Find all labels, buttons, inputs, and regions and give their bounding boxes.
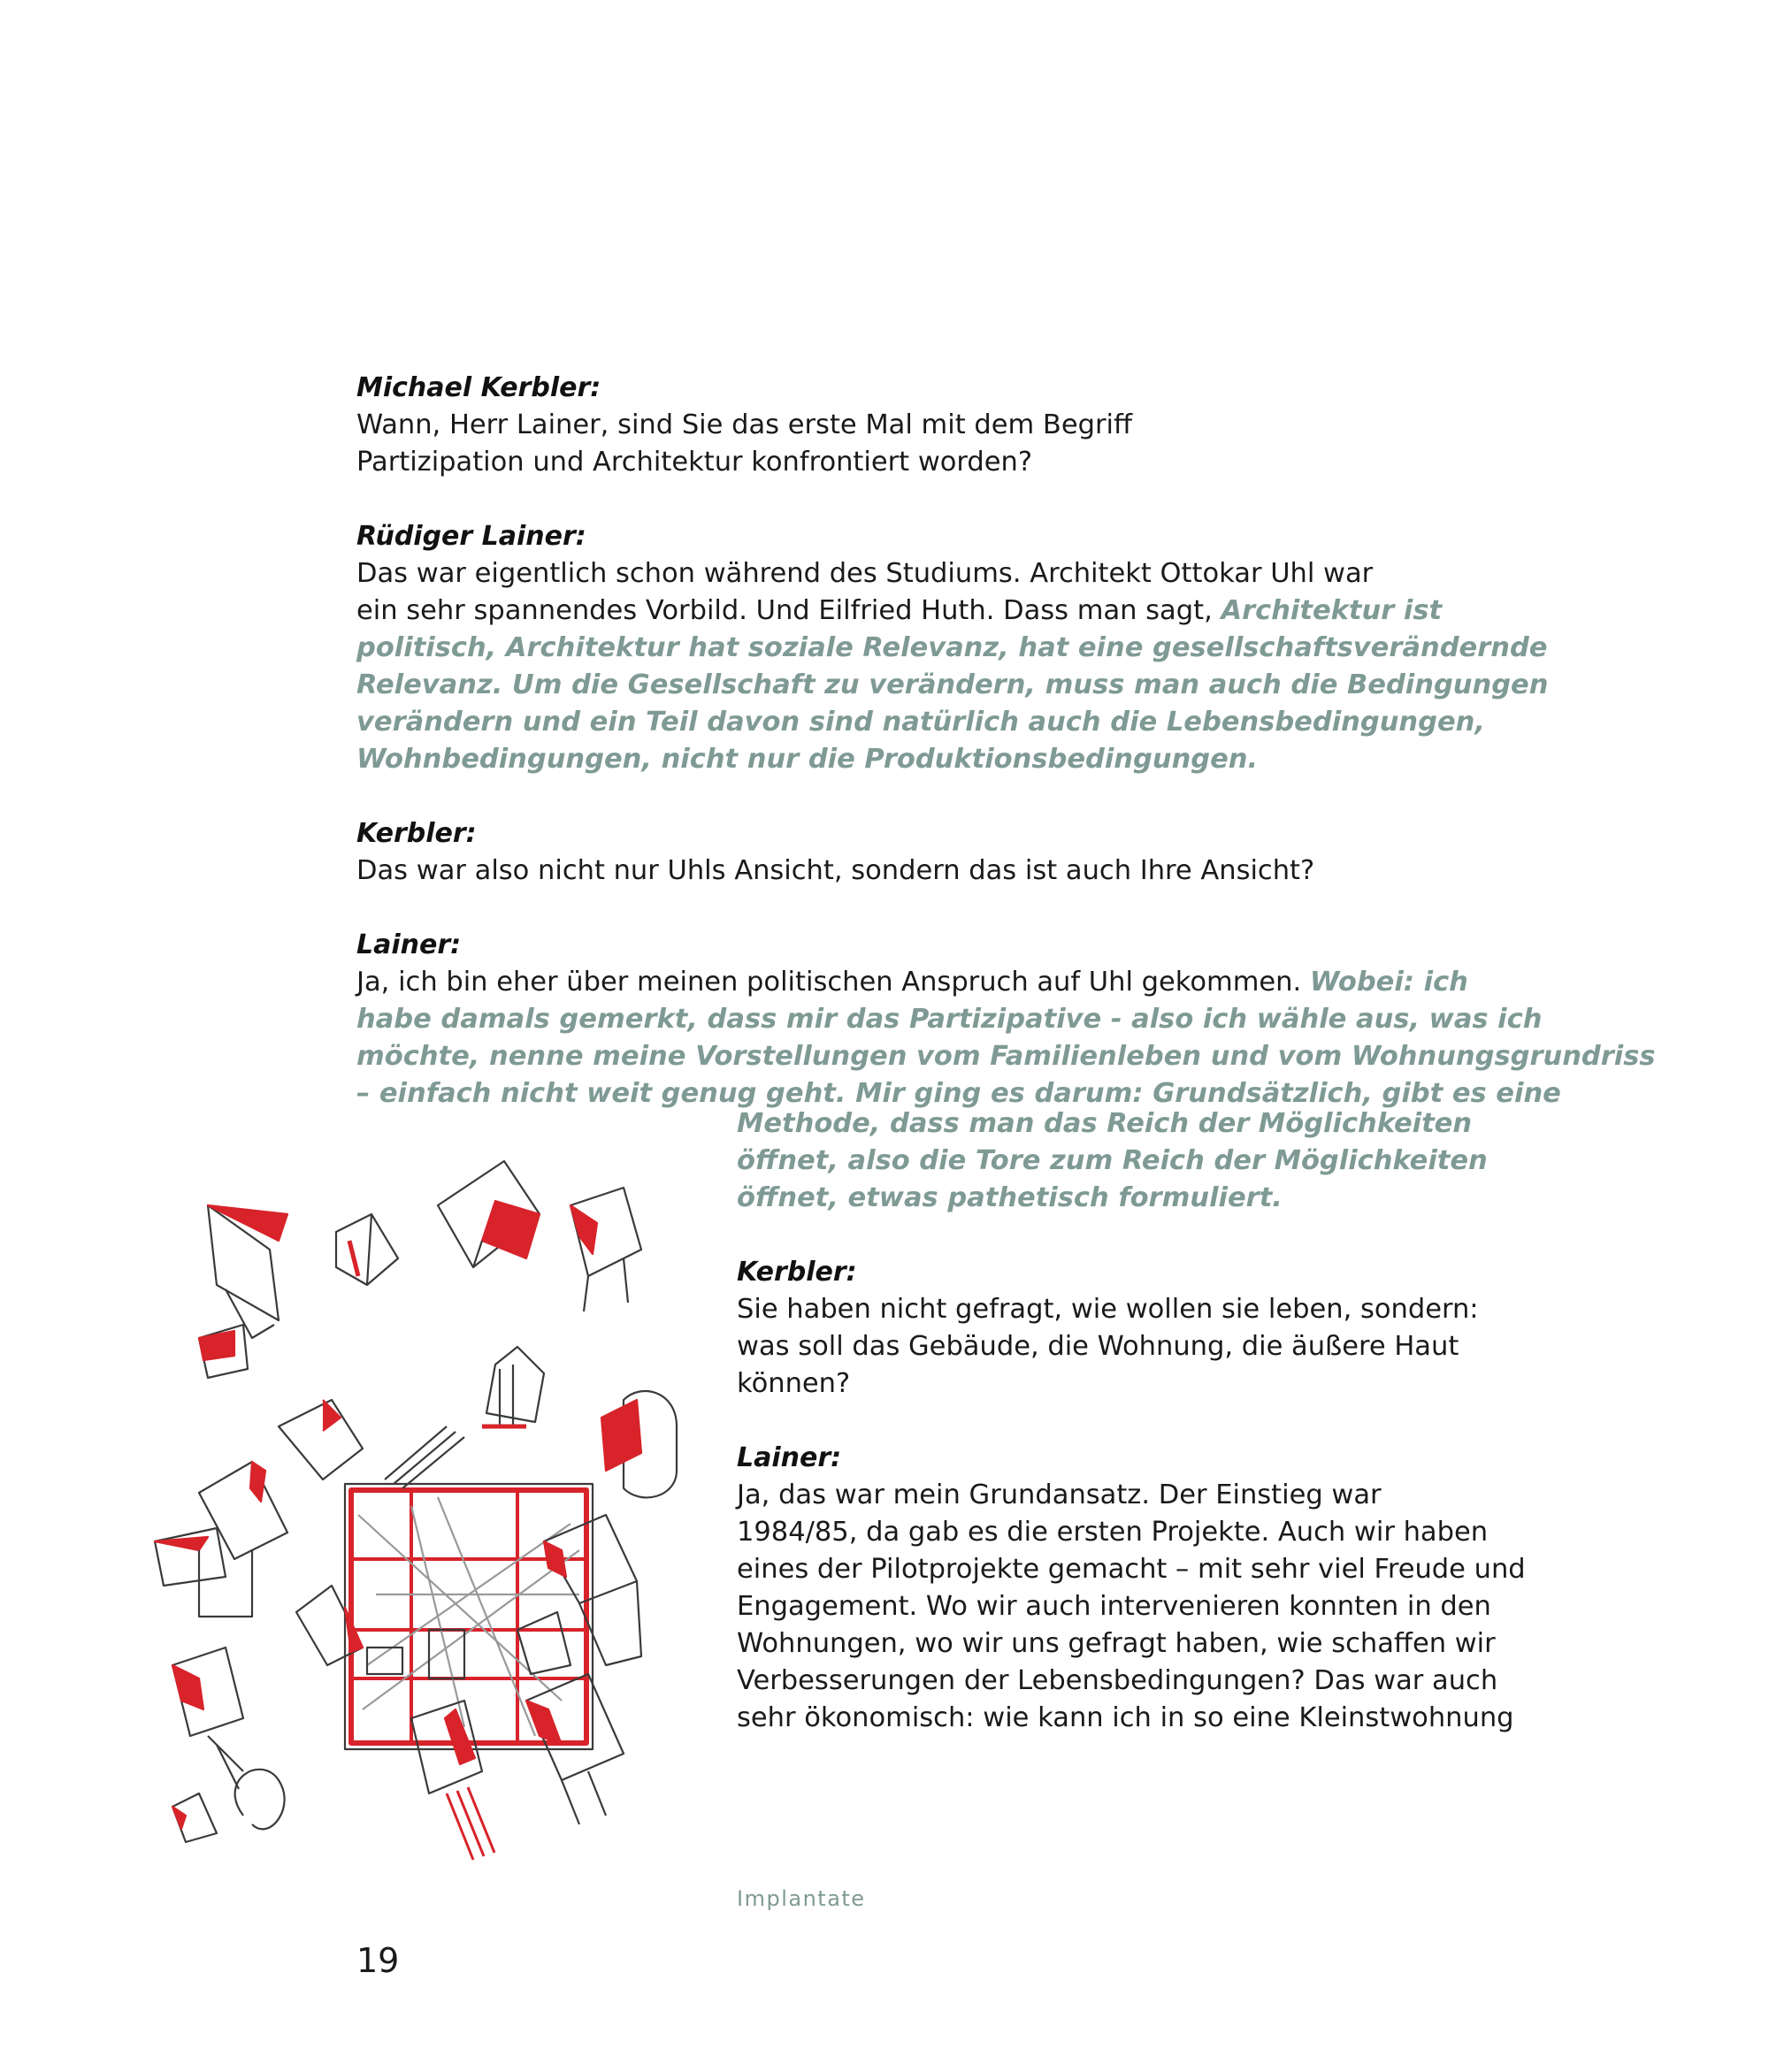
- body-text: Das war eigentlich schon während des Studiums. Architekt Ottokar Uhl war: [356, 558, 1374, 589]
- speaker-name: Kerbler:: [737, 1257, 857, 1288]
- speaker-name: Rüdiger Lainer:: [356, 521, 586, 552]
- text-line: [356, 741, 1489, 778]
- house-left-mid: [279, 1400, 363, 1479]
- body-text: Das war also nicht nur Uhls Ansicht, sondern das ist auch Ihre Ansicht?: [356, 855, 1315, 886]
- body-text: Partizipation und Architektur konfrontiert worden?: [356, 447, 1033, 478]
- dialogue-column-right: [737, 1105, 1526, 1774]
- text-line: [356, 555, 1489, 593]
- implantate-drawing: [146, 1135, 699, 1908]
- text-line: [356, 444, 1489, 481]
- spiral-element: [235, 1770, 285, 1830]
- text-line: [737, 1551, 1526, 1588]
- body-text: Wann, Herr Lainer, sind Sie das erste Mal mit dem Begriff: [356, 409, 1132, 440]
- text-line: [737, 1588, 1489, 1625]
- speaker-name: Lainer:: [356, 929, 462, 960]
- highlighted-quote: Relevanz. Um die Gesellschaft zu verändern, muss man auch die Bedingungen: [356, 669, 1549, 700]
- highlighted-quote: öffnet, etwas pathetisch formuliert.: [737, 1182, 1283, 1213]
- speaker-name: Kerbler:: [356, 818, 477, 849]
- text-line: [356, 853, 1489, 890]
- body-text: Verbesserungen der Lebensbedingungen? Das war auch: [737, 1665, 1498, 1696]
- text-line: [737, 1328, 1489, 1365]
- highlighted-quote: – einfach nicht weit genug geht. Mir ging es darum: Grundsätzlich, gibt es eine: [356, 1078, 1561, 1109]
- text-line: [356, 1038, 1656, 1075]
- body-text: Wohnungen, wo wir uns gefragt haben, wie schaffen wir: [737, 1628, 1496, 1659]
- text-line: [737, 1180, 1489, 1217]
- dialogue-paragraph: [737, 1291, 1489, 1403]
- highlighted-quote: Wohnbedingungen, nicht nur die Produktionsbedingungen.: [356, 744, 1259, 775]
- text-line: [737, 1625, 1496, 1663]
- highlighted-quote: habe damals gemerkt, dass mir das Partizipative - also ich wähle aus, was ich: [356, 1004, 1543, 1035]
- highlighted-quote: öffnet, also die Tore zum Reich der Möglichkeiten: [737, 1145, 1488, 1176]
- text-line: [356, 407, 1489, 444]
- dialogue-paragraph: [737, 1105, 1489, 1217]
- dialogue-paragraph: [356, 964, 1656, 1112]
- body-text: Ja, das war mein Grundansatz. Der Einstieg war: [737, 1479, 1382, 1510]
- body-text: was soll das Gebäude, die Wohnung, die äußere Haut: [737, 1331, 1459, 1362]
- text-line: [356, 1001, 1543, 1038]
- dialogue-paragraph: [356, 407, 1489, 481]
- body-text: eines der Pilotprojekte gemacht – mit sehr viel Freude und: [737, 1554, 1526, 1585]
- body-text: sehr ökonomisch: wie kann ich in so eine Kleinstwohnung: [737, 1702, 1514, 1733]
- body-text: 1984/85, da gab es die ersten Projekte. Auch wir haben: [737, 1517, 1489, 1548]
- highlighted-quote: Architektur ist: [1221, 595, 1443, 626]
- dialogue-column-top: [356, 370, 1656, 1150]
- text-line: [737, 1477, 1489, 1514]
- figure-caption: Implantate: [737, 1886, 866, 1911]
- body-text: ein sehr spannendes Vorbild. Und Eilfried Huth. Dass man sagt,: [356, 595, 1221, 626]
- text-line: [737, 1143, 1489, 1180]
- text-line: [737, 1663, 1498, 1700]
- implantate-illustration: [146, 1135, 699, 1908]
- page-number: 19: [356, 1941, 400, 1980]
- speaker-name: Lainer:: [737, 1442, 842, 1473]
- body-text: Engagement. Wo wir auch intervenieren konnten in den: [737, 1591, 1491, 1622]
- text-line: [356, 593, 1489, 630]
- dialogue-paragraph: [356, 853, 1489, 890]
- body-text: können?: [737, 1368, 851, 1399]
- text-line: [737, 1291, 1489, 1328]
- tall-tower: [486, 1347, 544, 1422]
- text-line: [737, 1105, 1489, 1143]
- text-line: [356, 704, 1489, 741]
- highlighted-quote: verändern und ein Teil davon sind natürlich auch die Lebensbedingungen,: [356, 707, 1485, 738]
- highlighted-quote: Wobei: ich: [1309, 967, 1468, 998]
- text-line: [737, 1365, 1489, 1403]
- text-line: [737, 1514, 1489, 1551]
- speaker-name: Michael Kerbler:: [356, 372, 601, 403]
- text-line: [356, 630, 1548, 667]
- text-line: [356, 667, 1549, 704]
- highlighted-quote: möchte, nenne meine Vorstellungen vom Familienleben und vom Wohnungsgrundriss: [356, 1041, 1656, 1072]
- text-line: [356, 964, 1489, 1001]
- body-text: Ja, ich bin eher über meinen politischen Anspruch auf Uhl gekommen.: [356, 967, 1310, 998]
- highlighted-quote: politisch, Architektur hat soziale Relevanz, hat eine gesellschaftsverändernde: [356, 632, 1548, 663]
- highlighted-quote: Methode, dass man das Reich der Möglichkeiten: [737, 1108, 1473, 1139]
- dialogue-paragraph: [356, 555, 1549, 778]
- dialogue-paragraph: [737, 1477, 1526, 1737]
- text-line: [737, 1700, 1514, 1737]
- body-text: Sie haben nicht gefragt, wie wollen sie leben, sondern:: [737, 1294, 1479, 1325]
